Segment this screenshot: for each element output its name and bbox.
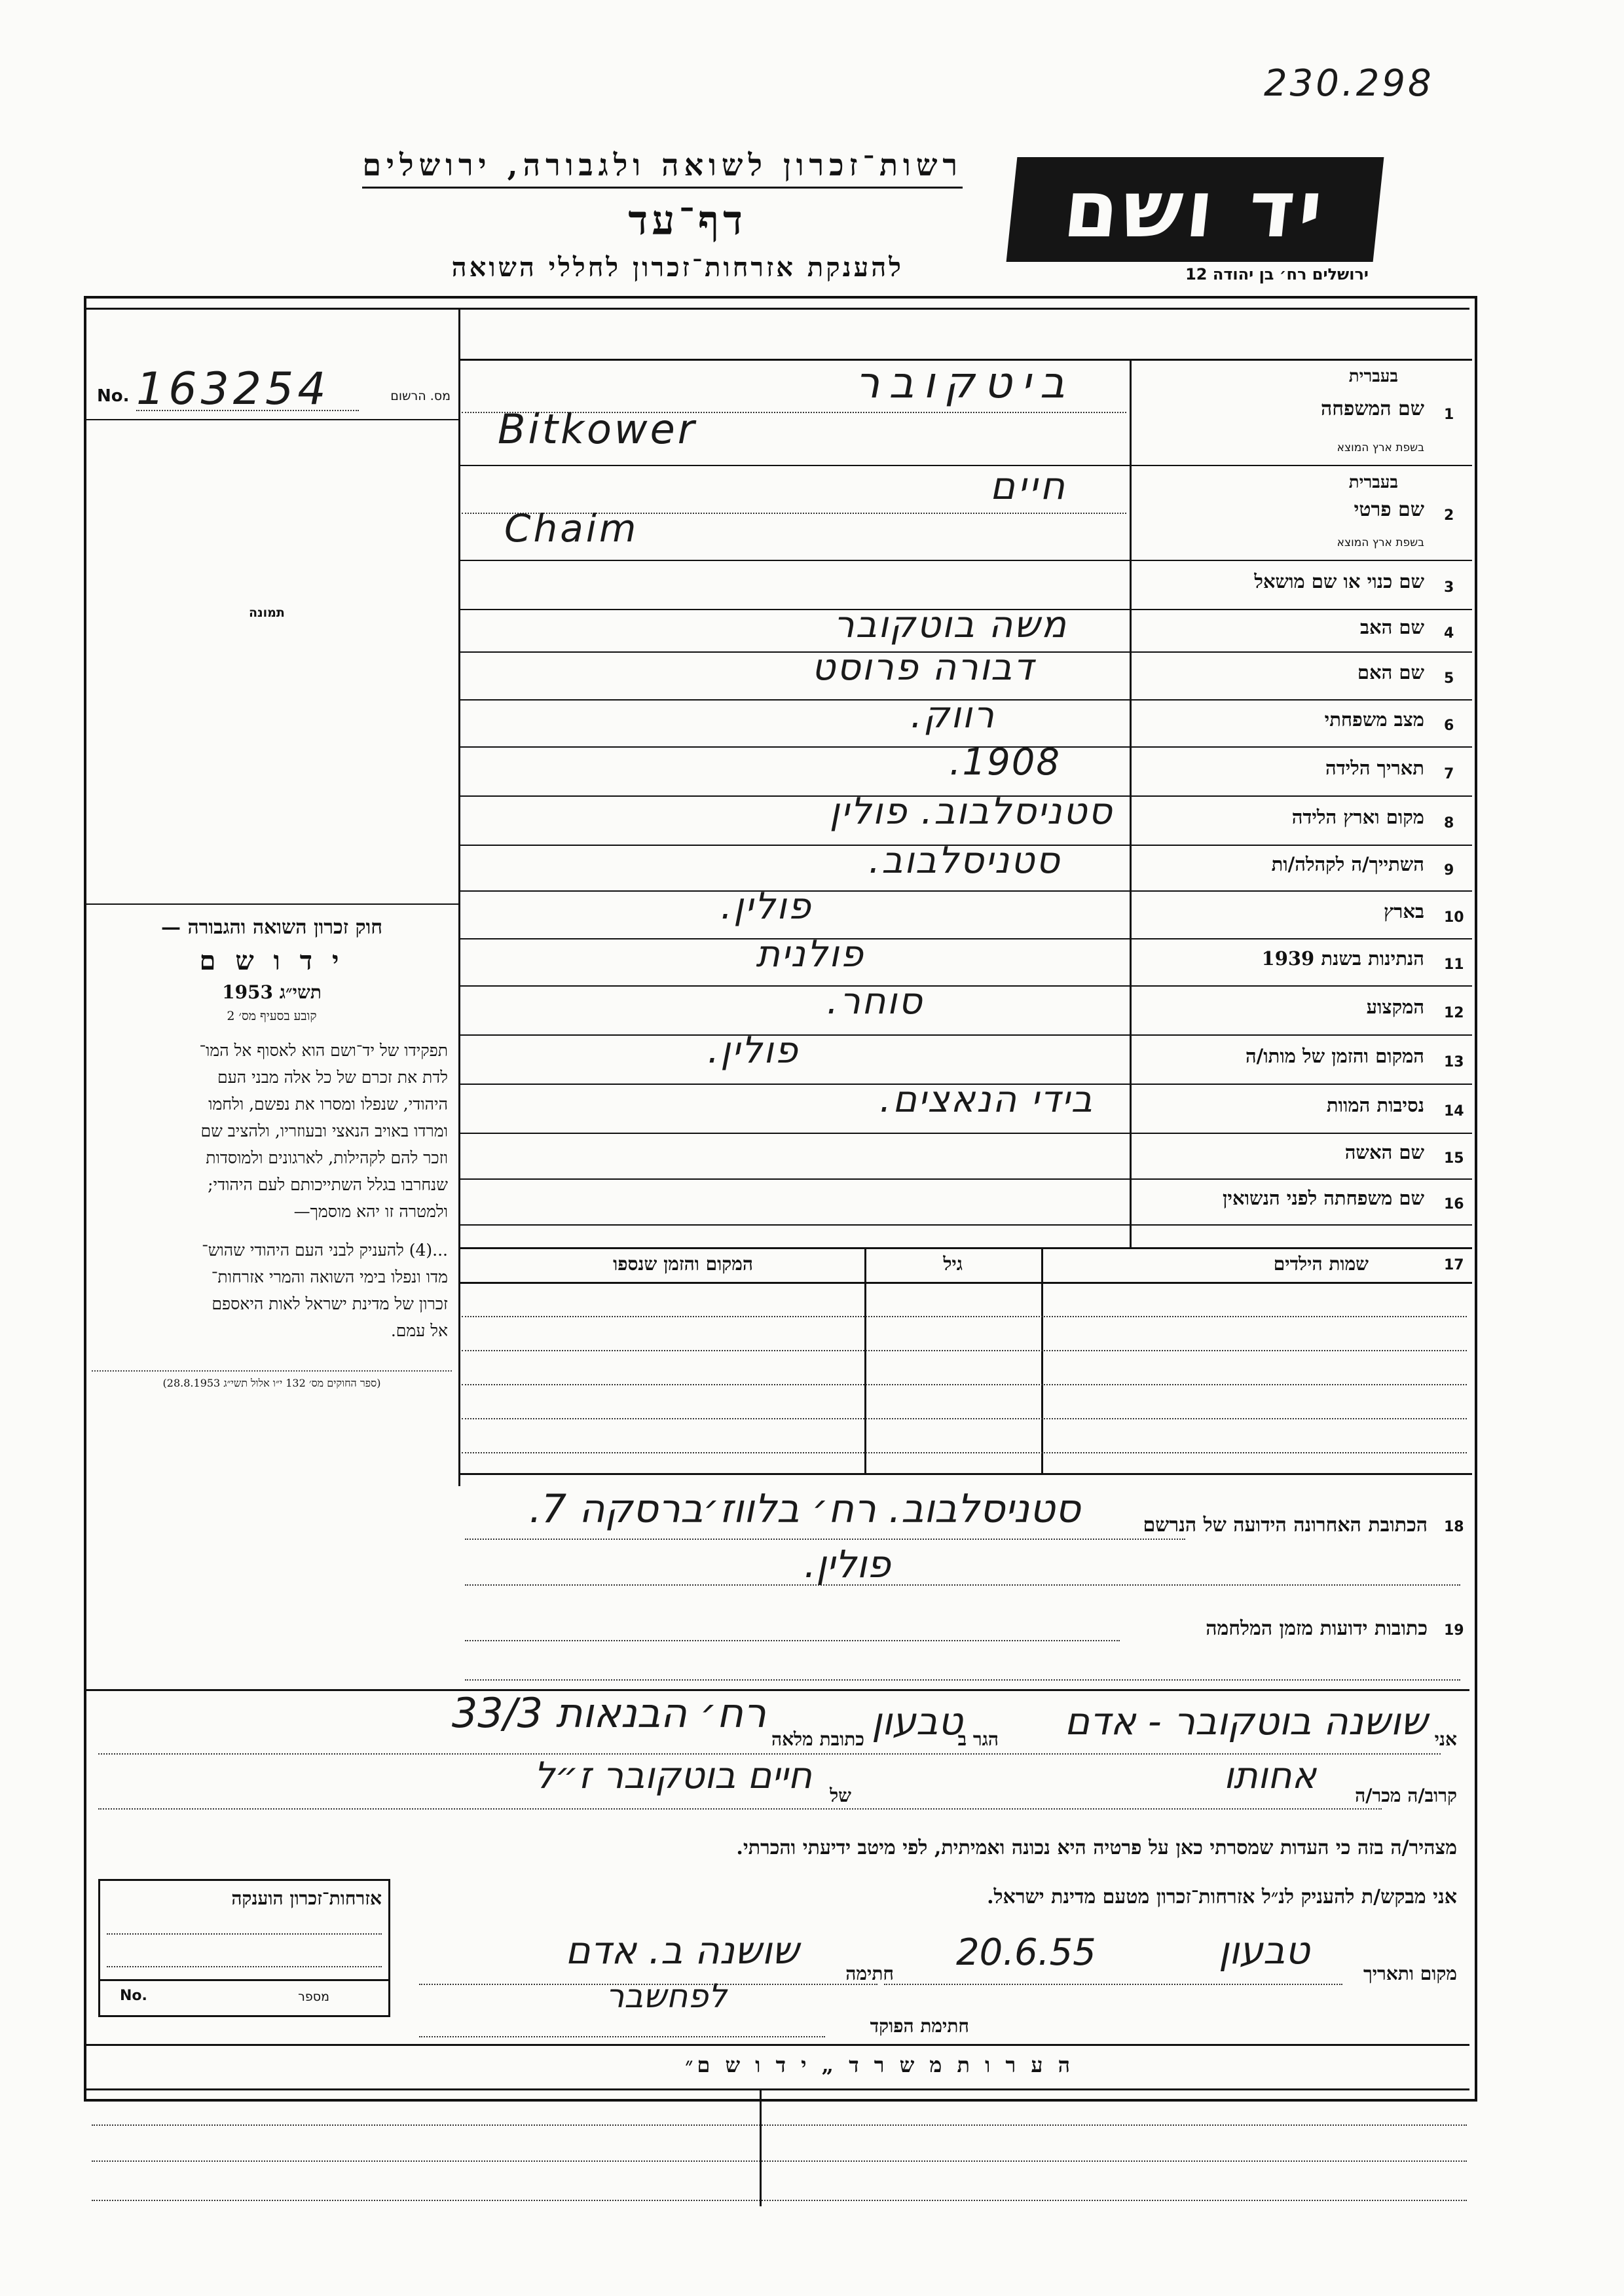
- declarant-ani: אני: [1434, 1728, 1457, 1750]
- children-number: 17: [1444, 1257, 1464, 1273]
- field-10-value: פולין.: [720, 885, 812, 928]
- date-value: 20.6.55: [956, 1931, 1096, 1974]
- declarant-of: של: [830, 1785, 851, 1806]
- registration-label: מס. הרשום: [390, 389, 451, 403]
- stamp-box-title: אזרחות־זכרון הוענקה: [231, 1887, 382, 1909]
- field-6-value: רווק.: [910, 694, 995, 737]
- field-1-value-local: Bitkower: [498, 405, 697, 453]
- institution-name: רשות־זכרון לשואה ולגבורה, ירושלים: [362, 147, 963, 189]
- field-1-value-hebrew: ביטקובר: [855, 357, 1074, 408]
- field-1-sub-hebrew: בעברית: [1348, 367, 1398, 386]
- law-paragraph-2: [92, 1237, 452, 1344]
- stamp-box-number-label: מספר: [298, 1990, 329, 2004]
- field-13-label: המקום והזמן של מותו/ה: [1245, 1044, 1424, 1067]
- field-16-label: שם משפחתה לפני הנשואין: [1223, 1187, 1424, 1209]
- field-19-label: כתובות ידועות מזמן המלחמה: [1206, 1617, 1428, 1640]
- law-box: [92, 913, 452, 1476]
- law-line: לדת את זכרם של כל אלה מבני העם: [217, 1068, 448, 1087]
- registration-value: 163254: [136, 363, 330, 415]
- photo-label: תמונה: [249, 606, 285, 620]
- field-2-label: שם פרטי: [1354, 498, 1424, 521]
- law-line: ולמטרה זו יהא מוסמך—: [293, 1202, 448, 1221]
- field-4-value: משה בוטקובר: [833, 604, 1067, 646]
- law-line: תפקידו של יד־ושם הוא לאסוף אל המו־: [199, 1041, 448, 1060]
- field-16-number: 16: [1444, 1196, 1464, 1212]
- field-12-value: סוחר.: [826, 980, 923, 1023]
- law-year: תשי״ג 1953: [222, 981, 322, 1003]
- office-notes-title: ה ע ר ו ת מ ש ר ד „ י ד ו ש ם״: [685, 2052, 1074, 2077]
- field-1-sub-local: בשפת ארץ המוצא: [1337, 441, 1424, 454]
- field-5-value: דבורה פרוסט: [811, 646, 1035, 689]
- signature-value: שושנה ב. אדם: [565, 1928, 799, 1973]
- declarant-of-name: חיים בוטקובר ז״ל: [534, 1755, 812, 1797]
- signature-label: חתימה: [845, 1963, 894, 1984]
- official-signature: לפחשבר: [606, 1977, 727, 2015]
- field-2-value-hebrew: חיים: [989, 464, 1067, 508]
- form-subtitle: להענקת אזרחות־זכרון לחללי השואה: [451, 252, 904, 283]
- field-15-label: שם האשה: [1344, 1141, 1424, 1163]
- declarant-relation-label: קרוב/ה מכר/ה: [1355, 1785, 1457, 1806]
- field-2-sub-hebrew: בעברית: [1348, 473, 1398, 492]
- field-18-label: הכתובת האחרונה הידועה של הנרשם: [1143, 1514, 1428, 1537]
- stamp-box: [98, 1879, 390, 2017]
- field-11-number: 11: [1444, 957, 1464, 973]
- logo: [1006, 157, 1384, 262]
- field-4-number: 4: [1444, 625, 1454, 642]
- field-8-label: מקום וארץ הלידה: [1291, 805, 1424, 828]
- law-footnote: (ספר החוקים מס׳ 132 י״ו אלול תשי״ג 28.8.1953): [92, 1370, 452, 1390]
- law-line: ומרדו באויב הנאצי ובעוזריו, ולהציב שם: [200, 1121, 448, 1140]
- stamp-box-no: No.: [120, 1988, 147, 2004]
- field-2-value-local: Chaim: [504, 505, 639, 551]
- place-value: טבעון: [1218, 1928, 1310, 1973]
- field-10-number: 10: [1444, 909, 1464, 926]
- field-5-label: שם האם: [1357, 661, 1424, 683]
- children-col-names: שמות הילדים: [1273, 1253, 1369, 1275]
- law-line: היהודי, שנפלו ומסרו את נפשם, ולחמו: [208, 1095, 448, 1114]
- logo-address: ירושלים רח׳ בן יהודה 12: [1185, 265, 1369, 283]
- declarant-statement-1: מצהיר/ה בזה כי העדות שמסרתי כאן על פרטיה היא נכונה ואמיתית, לפי מיטב ידיעתי והכרתי.: [736, 1836, 1457, 1859]
- official-signature-label: חתימת הפוקד: [870, 2015, 969, 2037]
- field-7-value: 1908.: [949, 741, 1061, 784]
- field-11-value: פולנית: [756, 933, 864, 975]
- field-10-label: בארץ: [1384, 900, 1424, 922]
- declarant-name: שושנה בוטקובר - אדם: [1064, 1699, 1428, 1743]
- field-12-number: 12: [1444, 1004, 1464, 1021]
- law-yadvashem: י ד ו ש ם: [199, 945, 344, 976]
- field-2-number: 2: [1444, 507, 1454, 524]
- field-18-value-2: פולין.: [803, 1542, 891, 1586]
- registration-number: [97, 363, 451, 415]
- declarant-relation: אחותו: [1223, 1755, 1316, 1797]
- field-4-label: שם האב: [1359, 615, 1424, 638]
- law-line: מדו ונפלו בימי השואה והמרי אזרחות־: [211, 1267, 448, 1286]
- field-5-number: 5: [1444, 670, 1454, 687]
- field-9-value: סטניסלבוב.: [868, 839, 1061, 882]
- field-3-label: שם כנוי או שם מושאל: [1254, 570, 1424, 592]
- archive-number: 230.298: [1264, 62, 1434, 105]
- law-title: חוק זכרון השואה והגבורה —: [161, 916, 382, 939]
- field-7-label: תאריך הלידה: [1325, 756, 1424, 779]
- field-7-number: 7: [1444, 765, 1454, 782]
- law-line: וזכר להם לקהילות, לארגונים ולמוסדות: [206, 1148, 448, 1167]
- field-9-number: 9: [1444, 862, 1454, 879]
- children-col-age: גיל: [943, 1253, 963, 1275]
- field-12-label: המקצוע: [1366, 995, 1424, 1018]
- law-line: ...(4) להעניק לבני העם היהודי שהוש־: [202, 1241, 448, 1260]
- declarant-statement-2: אני מבקש/ת להעניק לנ״ל אזרחות־זכרון מטעם מדינת ישראל.: [987, 1886, 1457, 1908]
- field-13-number: 13: [1444, 1053, 1464, 1070]
- field-13-value: פולין.: [707, 1029, 799, 1072]
- place-date-label: מקום ותאריך: [1363, 1963, 1457, 1984]
- law-line: זכרון של מדינת ישראל לאות היאספם: [212, 1294, 448, 1313]
- field-14-number: 14: [1444, 1102, 1464, 1120]
- field-18-number: 18: [1444, 1519, 1464, 1535]
- form-title: דף־עד: [628, 196, 747, 244]
- field-18-value-1: סטניסלבוב. רח׳ בלווז׳ברסקה 7.: [528, 1486, 1080, 1532]
- field-11-label: הנתינות בשנת 1939: [1261, 947, 1424, 970]
- law-paragraph-1: [92, 1037, 452, 1225]
- field-6-label: מצב משפחתי: [1324, 708, 1424, 731]
- field-6-number: 6: [1444, 718, 1454, 734]
- field-14-value: בידי הנאצים.: [879, 1078, 1094, 1121]
- field-1-number: 1: [1444, 407, 1454, 423]
- children-col-place: המקום והזמן שנספו: [613, 1253, 753, 1275]
- field-14-label: נסיבות המוות: [1326, 1093, 1424, 1116]
- declarant-lives-in: הגר ב: [957, 1728, 999, 1750]
- registration-no-label: No.: [97, 386, 130, 406]
- declarant-address-label: כתובת מלאה: [771, 1728, 864, 1750]
- field-15-number: 15: [1444, 1150, 1464, 1167]
- field-3-number: 3: [1444, 579, 1454, 596]
- field-19-number: 19: [1444, 1622, 1464, 1639]
- declarant-city: טבעון: [871, 1699, 963, 1743]
- field-8-number: 8: [1444, 814, 1454, 831]
- field-2-sub-local: בשפת ארץ המוצא: [1337, 536, 1424, 549]
- law-line: שנחרבו בגלל השתייכותם לעם היהודי;: [208, 1175, 448, 1194]
- field-8-value: סטניסלבוב. פולין: [829, 790, 1113, 833]
- field-1-label: שם המשפחה: [1320, 397, 1424, 420]
- logo-text: יד ושם: [1059, 164, 1331, 255]
- declarant-street: רח׳ הבנאות 33/3: [451, 1689, 766, 1737]
- law-clause: קובע בסעיף מס׳ 2: [227, 1009, 317, 1023]
- field-9-label: השתייך/ה לקהלה/ות: [1271, 853, 1424, 875]
- law-line: אל עמם.: [390, 1321, 448, 1340]
